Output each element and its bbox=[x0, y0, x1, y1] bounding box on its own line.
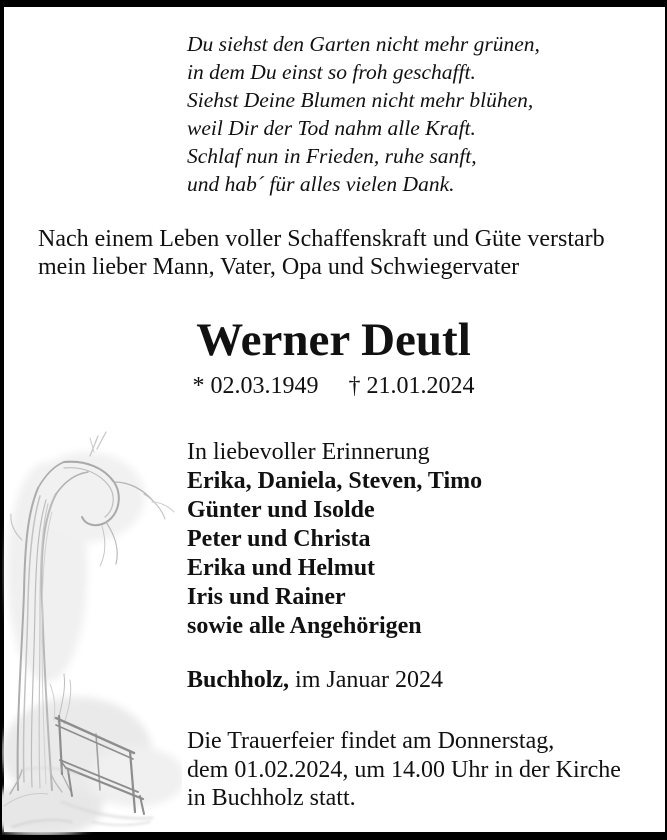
date-label: im Januar 2024 bbox=[295, 667, 444, 693]
mourner-line: Peter und Christa bbox=[187, 526, 371, 552]
funeral-information bbox=[187, 727, 621, 813]
poem-line: Siehst Deine Blumen nicht mehr blühen, bbox=[187, 88, 534, 112]
mourner-line: Erika und Helmut bbox=[187, 555, 376, 581]
city-label: Buchholz, bbox=[187, 667, 290, 693]
mourner-line: Erika, Daniela, Steven, Timo bbox=[187, 468, 483, 494]
memorial-section bbox=[187, 438, 482, 641]
deceased-name: Werner Deutl bbox=[196, 314, 471, 366]
frame-border-top bbox=[0, 0, 667, 7]
intro-line: Nach einem Leben voller Schaffenskraft und Güte verstarb bbox=[38, 226, 605, 252]
funeral-line: Die Trauerfeier findet am Donnerstag, bbox=[187, 728, 555, 754]
intro-line: mein lieber Mann, Vater, Opa und Schwiegervater bbox=[38, 253, 520, 280]
poem-line: in dem Du einst so froh geschafft. bbox=[187, 60, 476, 84]
introduction-text bbox=[38, 226, 605, 281]
life-dates bbox=[0, 372, 667, 400]
mourner-line: Günter und Isolde bbox=[187, 497, 375, 523]
memorial-heading: In liebevoller Erinnerung bbox=[187, 439, 430, 465]
place-and-date-line bbox=[187, 666, 443, 694]
funeral-line: in Buchholz statt. bbox=[187, 785, 356, 811]
mourner-line: Iris und Rainer bbox=[187, 584, 346, 610]
poem-line: und hab´ für alles vielen Dank. bbox=[187, 172, 455, 196]
poem-line: Du siehst den Garten nicht mehr grünen, bbox=[187, 32, 540, 56]
poem-line: Schlaf nun in Frieden, ruhe sanft, bbox=[187, 144, 477, 168]
mourner-line: sowie alle Angehörigen bbox=[187, 613, 422, 639]
funeral-line: dem 01.02.2024, um 14.00 Uhr in der Kirche bbox=[187, 756, 621, 783]
death-date: † 21.01.2024 bbox=[348, 373, 475, 399]
poem-line: weil Dir der Tod nahm alle Kraft. bbox=[187, 116, 476, 140]
memorial-poem bbox=[187, 30, 540, 198]
birth-date: * 02.03.1949 bbox=[192, 373, 319, 399]
tree-bench-sketch bbox=[2, 422, 182, 835]
